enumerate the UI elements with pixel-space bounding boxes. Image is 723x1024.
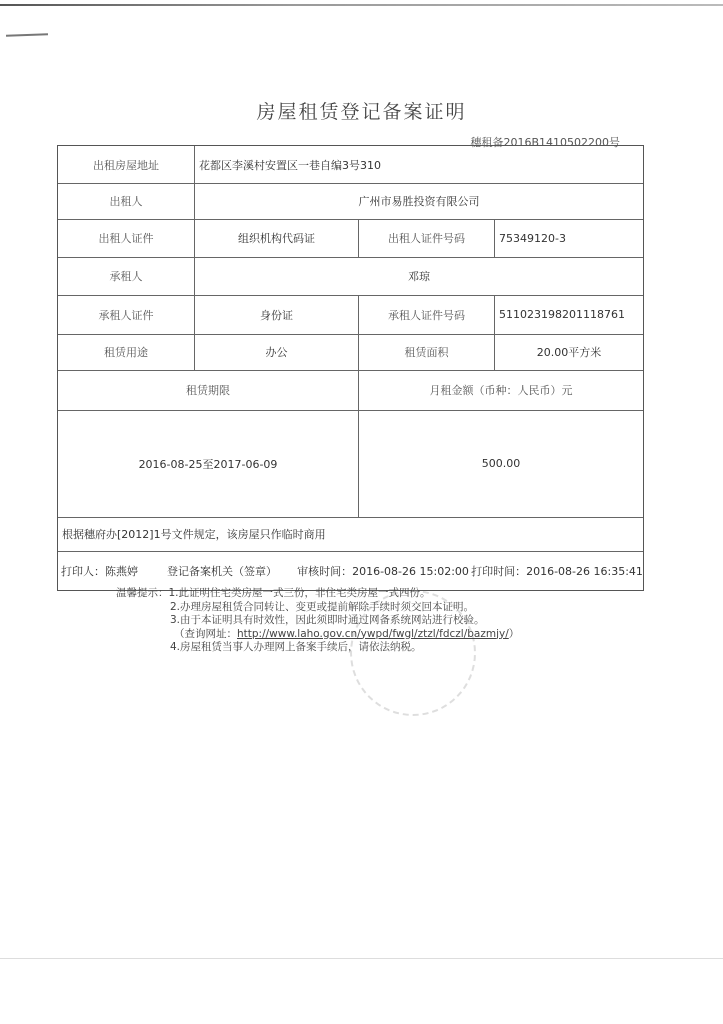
lessor-cert-no-label: 出租人证件号码 [388,232,465,245]
note-line: 4.房屋租赁当事人办理网上备案手续后，请依法纳税。 [170,641,422,653]
lessor-label: 出租人 [109,195,143,208]
lessee-cert-type: 身份证 [260,308,293,322]
rent-value: 500.00 [481,457,521,470]
print-time-text: 打印时间：2016-08-26 16:35:41 [471,565,643,578]
scan-mark [6,33,48,36]
remark-text: 根据穗府办[2012]1号文件规定，该房屋只作临时商用 [62,528,326,541]
rent-label: 月租金额（币种：人民币）元 [429,384,573,397]
lessor-cert-label: 出租人证件 [98,232,154,245]
period-value: 2016-08-25至2017-06-09 [138,457,278,471]
period-label: 租赁期限 [186,384,230,397]
lessor-value: 广州市易胜投资有限公司 [358,195,480,208]
authority-text: 登记备案机关（签章） [167,565,277,578]
registration-form-table [57,145,644,591]
document-title: 房屋租赁登记备案证明 [256,101,467,123]
note-url-suffix: ） [508,627,520,640]
document-number: 穗租备2016B1410502200号 [470,136,620,149]
lessee-label: 承租人 [109,270,143,283]
area-label: 租赁面积 [404,346,449,359]
lessor-cert-no: 75349120-3 [499,231,566,245]
usage-value: 办公 [265,346,288,359]
verification-url-link[interactable]: http://www.laho.gov.cn/ywpd/fwgl/ztzl/fdczl/bazmjy/ [237,627,509,640]
note-url-line [116,628,519,642]
note-line: 温馨提示：1.此证明住宅类房屋一式三份，非住宅类房屋一式四份。 [116,587,431,599]
area-value: 20.00平方米 [536,346,602,359]
lessee-value: 邓琼 [408,270,430,283]
review-time-text: 审核时间：2016-08-26 15:02:00 [297,565,469,578]
address-label: 出租房屋地址 [93,158,159,172]
scan-bottom-edge [0,958,723,959]
note-url-prefix: （查询网址： [174,627,237,640]
usage-label: 租赁用途 [104,346,148,359]
lessee-cert-no-label: 承租人证件号码 [388,308,465,322]
note-line: 2.办理房屋租赁合同转让、变更或提前解除手续时须交回本证明。 [170,600,475,613]
address-value: 花都区李溪村安置区一巷自编3号310 [199,158,381,172]
printer-text: 打印人：陈燕婷 [61,565,138,578]
lessee-cert-no: 511023198201118761 [499,308,625,321]
lessee-cert-label: 承租人证件 [98,308,154,322]
notes-section [116,587,519,655]
lessor-cert-type: 组织机构代码证 [238,232,315,245]
note-line: 3.由于本证明具有时效性，因此须即时通过网备系统网站进行校验。 [170,614,485,626]
scan-edge-line [0,4,723,6]
